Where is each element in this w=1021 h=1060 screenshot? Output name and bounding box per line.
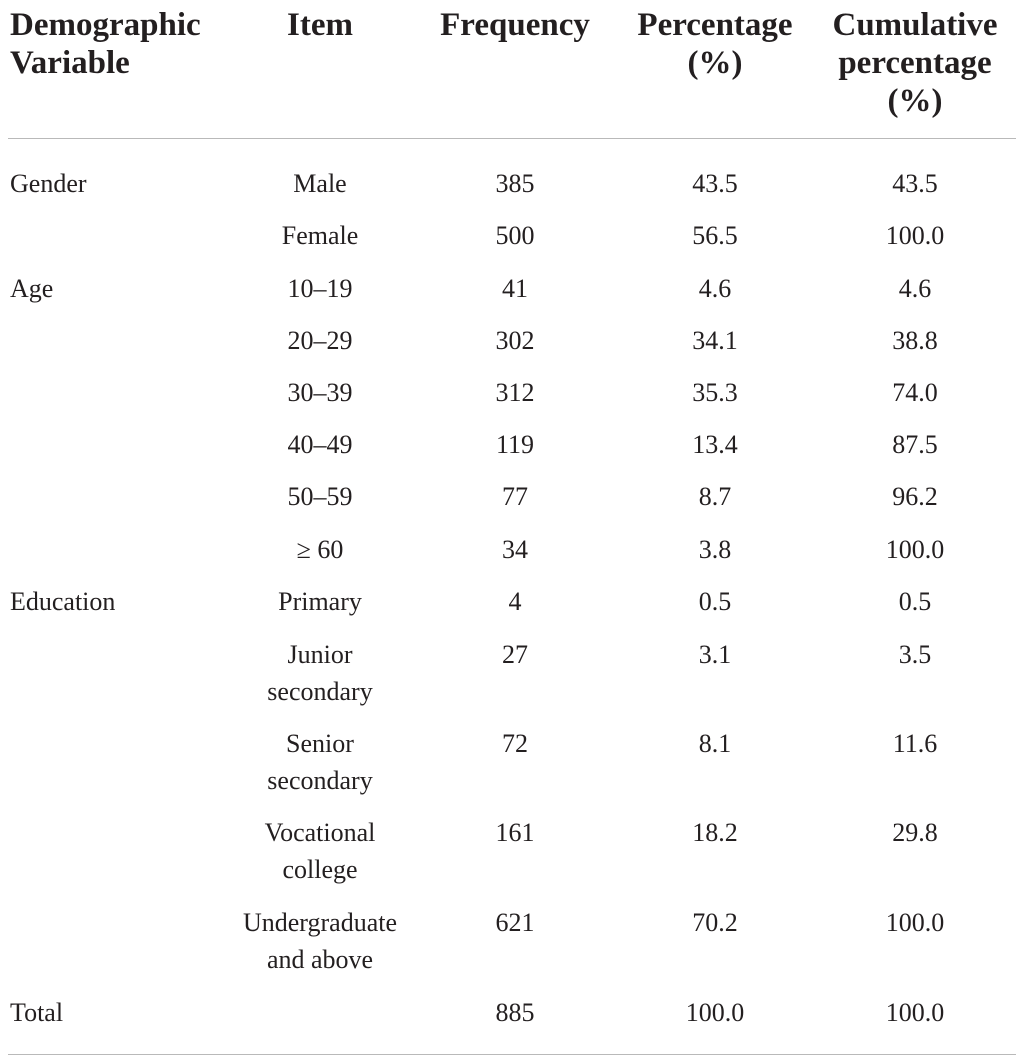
cell-frequency: 885 [495,998,535,1027]
cell-cumulative: 74.0 [892,378,938,407]
cell-item: 10–19 [287,274,353,303]
header-frequency: Frequency [440,7,590,43]
cell-cumulative: 4.6 [898,274,932,303]
cell-frequency: 119 [495,430,535,459]
cell-cumulative: 100.0 [885,908,945,937]
cell-cumulative: 100.0 [885,998,945,1027]
cell-item: Female [281,221,359,250]
cell-percentage: 8.7 [698,482,732,511]
cell-frequency: 27 [502,640,528,669]
cell-item: 30–39 [287,378,353,407]
cell-percentage: 43.5 [692,169,738,198]
cell-item: 40–49 [287,430,353,459]
cell-percentage: 0.5 [698,587,732,616]
cell-frequency: 302 [495,326,535,355]
header-demographic-variable: Demographic Variable [10,7,201,81]
cell-percentage: 8.1 [698,729,732,758]
cell-percentage: 18.2 [692,818,738,847]
cell-frequency: 41 [502,274,528,303]
cell-cumulative: 43.5 [892,169,938,198]
cell-cumulative: 87.5 [892,430,938,459]
cell-cumulative: 96.2 [892,482,938,511]
cell-frequency: 312 [495,378,535,407]
cell-item: Undergraduate and above [242,908,397,974]
cell-percentage: 3.1 [698,640,732,669]
header-divider [8,138,1016,139]
cell-percentage: 3.8 [698,535,732,564]
cell-cumulative: 100.0 [885,221,945,250]
cell-frequency: 34 [502,535,528,564]
cell-item: 50–59 [287,482,353,511]
header-percentage: Percentage (%) [637,7,793,81]
cell-percentage: 13.4 [692,430,738,459]
cell-percentage: 34.1 [692,326,738,355]
cell-frequency: 385 [495,169,535,198]
table-bottom-rule [8,1054,1016,1055]
cell-frequency: 621 [495,908,535,937]
cell-variable: Total [10,998,64,1027]
cell-variable: Age [10,274,54,303]
cell-percentage: 70.2 [692,908,738,937]
cell-percentage: 4.6 [698,274,732,303]
cell-cumulative: 11.6 [892,729,938,758]
cell-item: Vocational college [264,818,376,884]
cell-item: Male [293,169,347,198]
cell-frequency: 500 [495,221,535,250]
cell-item: Junior secondary [267,640,373,706]
cell-cumulative: 0.5 [898,587,932,616]
cell-cumulative: 3.5 [898,640,932,669]
cell-item: 20–29 [287,326,353,355]
cell-frequency: 161 [495,818,535,847]
cell-item: Primary [278,587,362,616]
cell-cumulative: 38.8 [892,326,938,355]
cell-percentage: 35.3 [692,378,738,407]
cell-frequency: 4 [508,587,522,616]
cell-frequency: 72 [502,729,528,758]
header-item: Item [287,7,353,43]
cell-percentage: 100.0 [685,998,745,1027]
cell-item: Senior secondary [267,729,373,795]
cell-cumulative: 29.8 [892,818,938,847]
cell-item: ≥ 60 [296,535,344,564]
cell-frequency: 77 [502,482,528,511]
header-cumulative-percentage: Cumulative percentage (%) [832,7,998,119]
cell-cumulative: 100.0 [885,535,945,564]
cell-percentage: 56.5 [692,221,738,250]
cell-variable: Education [10,587,116,616]
cell-variable: Gender [10,169,87,198]
